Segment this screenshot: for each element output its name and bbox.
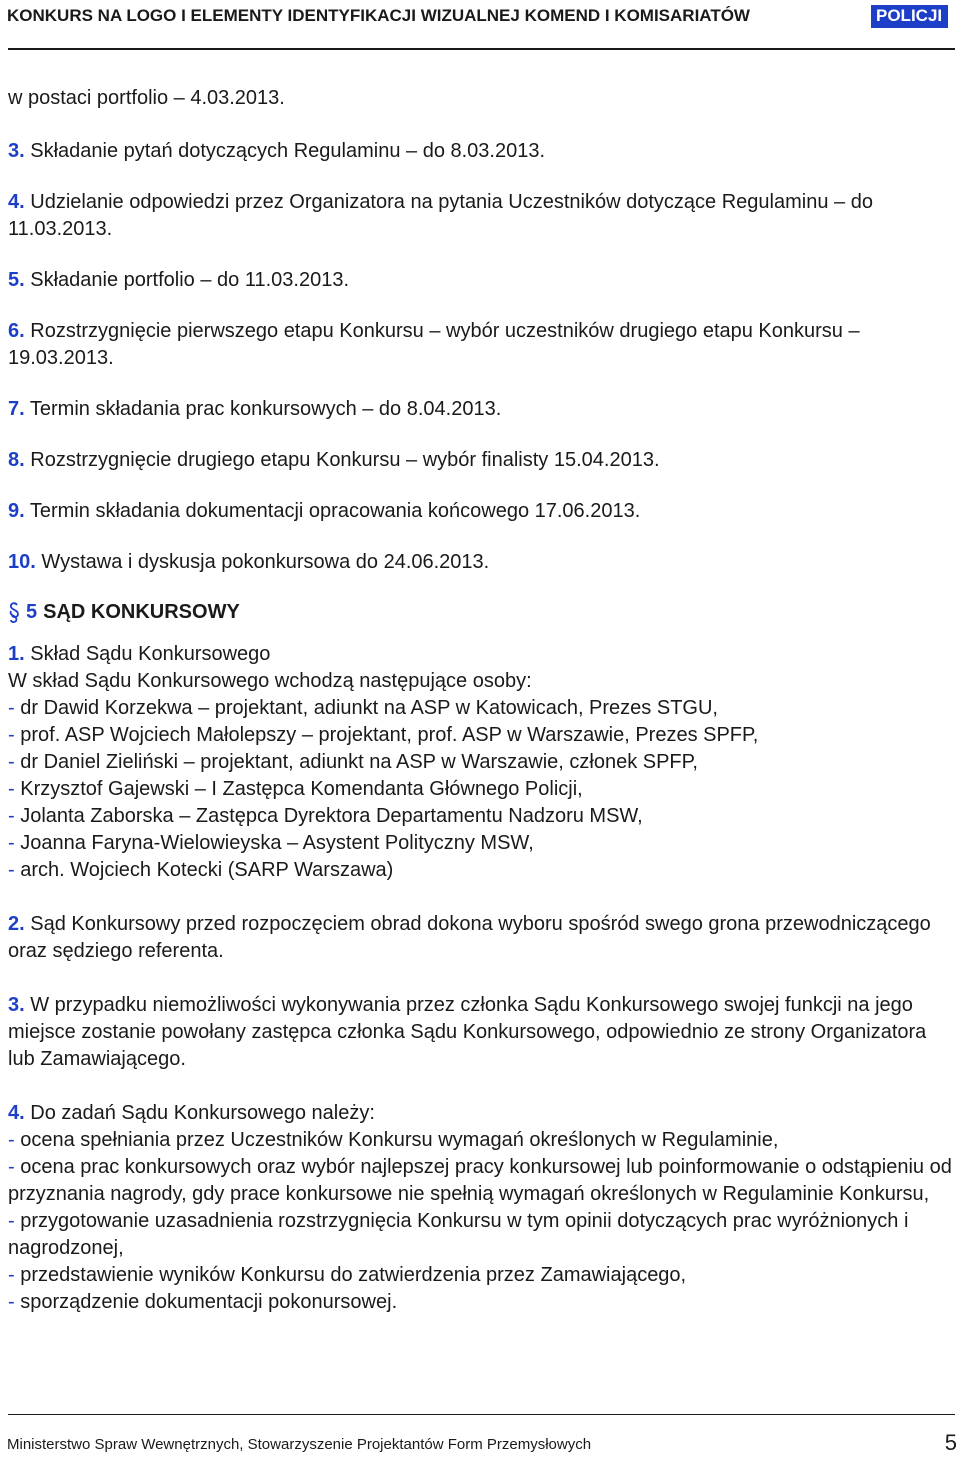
task-text: ocena prac konkursowych oraz wybór najlepszej pracy konkursowej lub poinformowanie o odstąpieniu od przyznania nagrody, gdy prace konkursowe nie spełnią wymagań określonych w Regulaminie Konkursu, xyxy=(8,1156,952,1205)
item-text: Składanie portfolio – do 11.03.2013. xyxy=(30,269,350,291)
list-item xyxy=(8,447,953,474)
member-item: - prof. ASP Wojciech Małolepszy – projektant, prof. ASP w Warszawie, Prezes SPFP, xyxy=(8,724,759,746)
list-item xyxy=(8,498,953,525)
paragraph-4 xyxy=(8,1100,953,1316)
section-title: SĄD KONKURSOWY xyxy=(43,601,240,623)
task-item: - ocena spełniania przez Uczestników Konkursu wymagań określonych w Regulaminie, xyxy=(8,1129,779,1151)
list-item xyxy=(8,138,953,165)
member-item: - dr Dawid Korzekwa – projektant, adiunkt na ASP w Katowicach, Prezes STGU, xyxy=(8,697,718,719)
item-number: 10. xyxy=(8,551,36,573)
footer-divider xyxy=(8,1414,955,1415)
paragraph-text: W przypadku niemożliwości wykonywania przez członka Sądu Konkursowego swojej funkcji na jego miejsce zostanie powołany zastępca członka Sądu Konkursowego, odpowiednio ze strony Organizatora lub Zamawiającego. xyxy=(8,994,927,1070)
member-text: dr Daniel Zieliński – projektant, adiunkt na ASP w Warszawie, członek SPFP, xyxy=(20,751,698,773)
member-text: Krzysztof Gajewski – I Zastępca Komendanta Głównego Policji, xyxy=(20,778,583,800)
section-number: 5 xyxy=(26,601,38,623)
paragraph-number: 2. xyxy=(8,913,25,935)
page-footer xyxy=(7,1430,957,1455)
paragraph-heading xyxy=(8,641,953,668)
item-text: Rozstrzygnięcie drugiego etapu Konkursu – wybór finalisty 15.04.2013. xyxy=(30,449,660,471)
member-text: Joanna Faryna-Wielowieyska – Asystent Polityczny MSW, xyxy=(20,832,534,854)
section-heading xyxy=(8,599,953,626)
member-text: Jolanta Zaborska – Zastępca Dyrektora Departamentu Nadzoru MSW, xyxy=(20,805,643,827)
paragraph-text: Sąd Konkursowy przed rozpoczęciem obrad dokona wyboru spośród swego grona przewodniczącego oraz sędziego referenta. xyxy=(8,913,931,962)
task-item: - sporządzenie dokumentacji pokonursowej. xyxy=(8,1291,398,1313)
item-text: Termin składania dokumentacji opracowania końcowego 17.06.2013. xyxy=(29,500,641,522)
schedule-list xyxy=(8,138,953,576)
task-item: - ocena prac konkursowych oraz wybór najlepszej pracy konkursowej lub poinformowanie o odstąpieniu od przyznania nagrody, gdy prace konkursowe nie spełnią wymagań określonych w Regulaminie Konkursu, xyxy=(8,1156,952,1205)
item-text: Rozstrzygnięcie pierwszego etapu Konkursu – wybór uczestników drugiego etapu Konkursu – 19.03.2013. xyxy=(8,320,860,369)
item-text: Składanie pytań dotyczących Regulaminu – do 8.03.2013. xyxy=(30,140,546,162)
paragraph-number: 1. xyxy=(8,643,25,665)
list-item xyxy=(8,267,953,294)
task-item: - przedstawienie wyników Konkursu do zatwierdzenia przez Zamawiającego, xyxy=(8,1264,687,1286)
member-item: - dr Daniel Zieliński – projektant, adiunkt na ASP w Warszawie, członek SPFP, xyxy=(8,751,698,773)
paragraph-intro: W skład Sądu Konkursowego wchodzą następujące osoby: xyxy=(8,670,532,692)
item-number: 5. xyxy=(8,269,25,291)
list-item xyxy=(8,549,953,576)
item-number: 9. xyxy=(8,500,25,522)
task-text: przedstawienie wyników Konkursu do zatwierdzenia przez Zamawiającego, xyxy=(20,1264,687,1286)
task-text: ocena spełniania przez Uczestników Konkursu wymagań określonych w Regulaminie, xyxy=(20,1129,779,1151)
item-number: 7. xyxy=(8,398,25,420)
member-item: - arch. Wojciech Kotecki (SARP Warszawa) xyxy=(8,859,394,881)
task-item: - przygotowanie uzasadnienia rozstrzygnięcia Konkursu w tym opinii dotyczących prac wyróżnionych i nagrodzonej, xyxy=(8,1210,909,1259)
list-item xyxy=(8,396,953,423)
item-number: 3. xyxy=(8,140,25,162)
task-text: sporządzenie dokumentacji pokonursowej. xyxy=(20,1291,398,1313)
paragraph-3 xyxy=(8,992,953,1073)
paragraph-2 xyxy=(8,911,953,965)
item-text: Wystawa i dyskusja pokonkursowa do 24.06.2013. xyxy=(41,551,490,573)
footer-text: Ministerstwo Spraw Wewnętrznych, Stowarzyszenie Projektantów Form Przemysłowych xyxy=(7,1436,592,1453)
page-number: 5 xyxy=(944,1430,957,1455)
paragraph-number: 3. xyxy=(8,994,25,1016)
paragraph-number: 4. xyxy=(8,1102,25,1124)
paragraph-1 xyxy=(8,641,953,884)
member-text: dr Dawid Korzekwa – projektant, adiunkt na ASP w Katowicach, Prezes STGU, xyxy=(20,697,718,719)
section-sign-icon xyxy=(8,602,20,624)
continuation-line: w postaci portfolio – 4.03.2013. xyxy=(8,87,285,109)
paragraph-heading xyxy=(8,1100,953,1127)
header-title: KONKURS NA LOGO I ELEMENTY IDENTYFIKACJI WIZUALNEJ KOMEND I KOMISARIATÓW xyxy=(7,6,750,25)
list-item xyxy=(8,318,953,372)
member-item: - Joanna Faryna-Wielowieyska – Asystent Polityczny MSW, xyxy=(8,832,534,854)
item-text: Termin składania prac konkursowych – do 8.04.2013. xyxy=(29,398,502,420)
member-item: - Krzysztof Gajewski – I Zastępca Komendanta Głównego Policji, xyxy=(8,778,583,800)
item-number: 8. xyxy=(8,449,25,471)
paragraph-heading-text: Skład Sądu Konkursowego xyxy=(30,643,271,665)
document-body xyxy=(8,85,953,1316)
item-number: 6. xyxy=(8,320,25,342)
item-text: Udzielanie odpowiedzi przez Organizatora na pytania Uczestników dotyczące Regulaminu – do 11.03.2013. xyxy=(8,191,873,240)
member-text: arch. Wojciech Kotecki (SARP Warszawa) xyxy=(20,859,394,881)
task-text: przygotowanie uzasadnienia rozstrzygnięcia Konkursu w tym opinii dotyczących prac wyróżnionych i nagrodzonej, xyxy=(8,1210,909,1259)
header-divider xyxy=(8,48,955,50)
list-item xyxy=(8,189,953,243)
item-number: 4. xyxy=(8,191,25,213)
page-header xyxy=(0,0,960,32)
member-item: - Jolanta Zaborska – Zastępca Dyrektora Departamentu Nadzoru MSW, xyxy=(8,805,643,827)
paragraph-heading-text: Do zadań Sądu Konkursowego należy: xyxy=(30,1102,375,1124)
header-highlight: POLICJI xyxy=(871,5,948,28)
member-text: prof. ASP Wojciech Małolepszy – projektant, prof. ASP w Warszawie, Prezes SPFP, xyxy=(20,724,759,746)
